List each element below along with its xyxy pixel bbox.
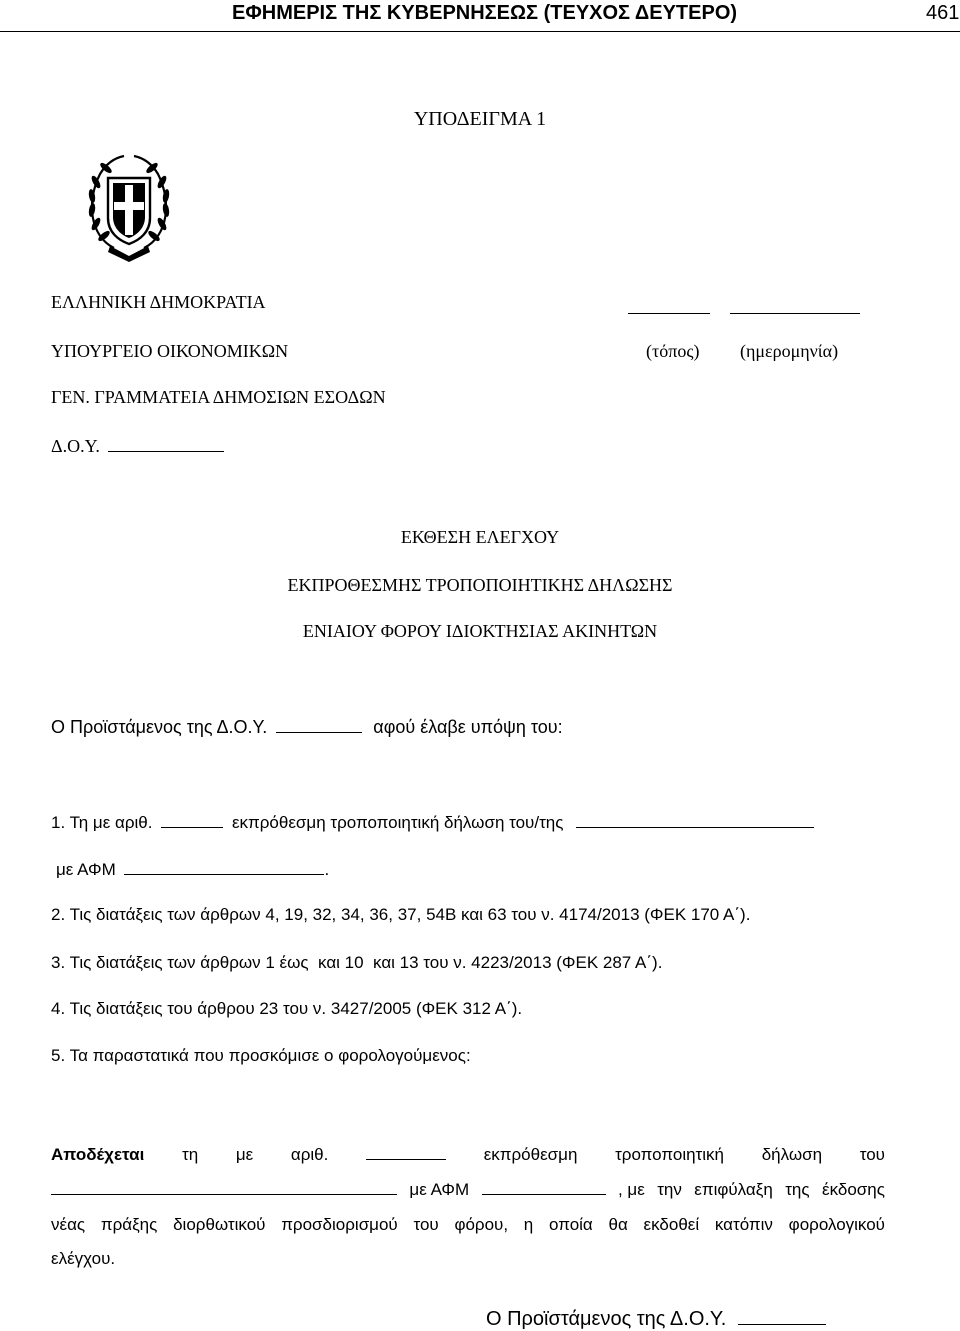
doy-blank <box>108 450 224 452</box>
item-1-number-blank <box>161 826 223 828</box>
item-1-afm-line <box>56 860 329 880</box>
item-4: 4. Τις διατάξεις του άρθρου 23 του ν. 3427/2005 (ΦΕΚ 312 Α΄). <box>51 999 523 1018</box>
signature-doy-blank <box>738 1323 826 1325</box>
decision-word: , με <box>617 1180 645 1199</box>
decision-afm-blank <box>482 1193 606 1195</box>
item-3: 3. Τις διατάξεις των άρθρων 1 έως και 10 και 13 του ν. 4223/2013 (ΦΕΚ 287 Α΄). <box>51 953 663 972</box>
item-1-text-a: 1. Τη με αριθ. <box>51 813 153 832</box>
decision-word: με <box>235 1145 254 1164</box>
decision-word: τη <box>182 1145 199 1164</box>
decision-word: επιφύλαξη <box>694 1180 773 1199</box>
decision-line-1 <box>51 1145 885 1165</box>
item-1 <box>51 813 814 833</box>
decision-accepts: Αποδέχεται <box>51 1145 145 1164</box>
item-1-afm-blank <box>124 873 324 875</box>
decision-line-3 <box>51 1215 885 1235</box>
decision-word: έκδοσης <box>822 1180 885 1199</box>
report-title-line-2: ΕΚΠΡΟΘΕΣΜΗΣ ΤΡΟΠΟΠΟΙΗΤΙΚΗΣ ΔΗΛΩΣΗΣ <box>287 575 673 595</box>
item-1-period: . <box>324 860 330 879</box>
letterhead-doy <box>51 436 224 457</box>
doy-label: Δ.Ο.Υ. <box>51 436 100 456</box>
date-blank <box>730 313 860 314</box>
place-label: (τόπος) <box>646 341 700 361</box>
page-number: 461 <box>926 2 960 24</box>
decision-word: τροποποιητική <box>615 1145 725 1164</box>
item-5: 5. Τα παραστατικά που προσκόμισε ο φορολογούμενος: <box>51 1046 471 1065</box>
header-divider <box>0 31 960 32</box>
intro-text-1: Ο Προϊστάμενος της Δ.Ο.Υ. <box>51 717 268 737</box>
decision-word: αριθ. <box>290 1145 329 1164</box>
item-2: 2. Τις διατάξεις των άρθρων 4, 19, 32, 34, 36, 37, 54Β και 63 του ν. 4174/2013 (ΦΕΚ 170 Α΄). <box>51 905 751 924</box>
decision-word: νέας <box>51 1215 86 1234</box>
intro-doy-blank <box>276 731 362 733</box>
decision-word: προσδιορισμού <box>281 1215 398 1234</box>
decision-word: του <box>413 1215 439 1234</box>
decision-word: του <box>859 1145 885 1164</box>
decision-number-blank <box>366 1158 446 1160</box>
date-label: (ημερομηνία) <box>740 341 839 361</box>
report-title-line-3: ΕΝΙΑΙΟΥ ΦΟΡΟΥ ΙΔΙΟΚΤΗΣΙΑΣ ΑΚΙΝΗΤΩΝ <box>302 621 658 641</box>
item-1-text-b: εκπρόθεσμη τροποποιητική δήλωση του/της <box>231 813 564 832</box>
signature-line <box>486 1308 826 1331</box>
decision-word: διορθωτικού <box>173 1215 266 1234</box>
place-blank <box>628 313 710 314</box>
report-title-line-1: ΕΚΘΕΣΗ ΕΛΕΓΧΟΥ <box>400 527 560 547</box>
decision-word: κατόπιν <box>714 1215 773 1234</box>
decision-afm-label: με ΑΦΜ <box>409 1180 470 1199</box>
signature-label: Ο Προϊστάμενος της Δ.Ο.Υ. <box>486 1308 727 1330</box>
decision-line-2 <box>51 1180 885 1200</box>
decision-word: της <box>785 1180 810 1199</box>
decision-word: την <box>657 1180 682 1199</box>
decision-word: φορολογικού <box>788 1215 885 1234</box>
gazette-header-title: ΕΦΗΜΕΡΙΣ ΤΗΣ ΚΥΒΕΡΝΗΣΕΩΣ (ΤΕΥΧΟΣ ΔΕΥΤΕΡΟ) <box>232 2 738 24</box>
decision-word: εκπρόθεσμη <box>483 1145 578 1164</box>
decision-word: φόρου, <box>454 1215 509 1234</box>
intro-text-2: αφού έλαβε υπόψη του: <box>373 717 563 737</box>
item-1-afm-label: με ΑΦΜ <box>56 860 116 879</box>
decision-word: πράξης <box>100 1215 158 1234</box>
decision-word: θα <box>608 1215 628 1234</box>
decision-word: δήλωση <box>761 1145 823 1164</box>
decision-word: οποία <box>549 1215 593 1234</box>
sample-title: ΥΠΟΔΕΙΓΜΑ 1 <box>413 108 547 130</box>
decision-word: εκδοθεί <box>643 1215 700 1234</box>
item-1-taxpayer-blank <box>576 826 814 828</box>
letterhead-country: ΕΛΛΗΝΙΚΗ ΔΗΜΟΚΡΑΤΙΑ <box>51 292 266 312</box>
intro-line <box>51 717 563 738</box>
decision-taxpayer-blank <box>51 1193 397 1195</box>
greek-coat-of-arms-icon <box>84 152 174 264</box>
letterhead-ministry: ΥΠΟΥΡΓΕΙΟ ΟΙΚΟΝΟΜΙΚΩΝ <box>51 341 289 361</box>
letterhead-general-secretariat: ΓΕΝ. ΓΡΑΜΜΑΤΕΙΑ ΔΗΜΟΣΙΩΝ ΕΣΟΔΩΝ <box>51 387 386 407</box>
decision-word: η <box>523 1215 534 1234</box>
decision-line-4: ελέγχου. <box>51 1249 116 1268</box>
